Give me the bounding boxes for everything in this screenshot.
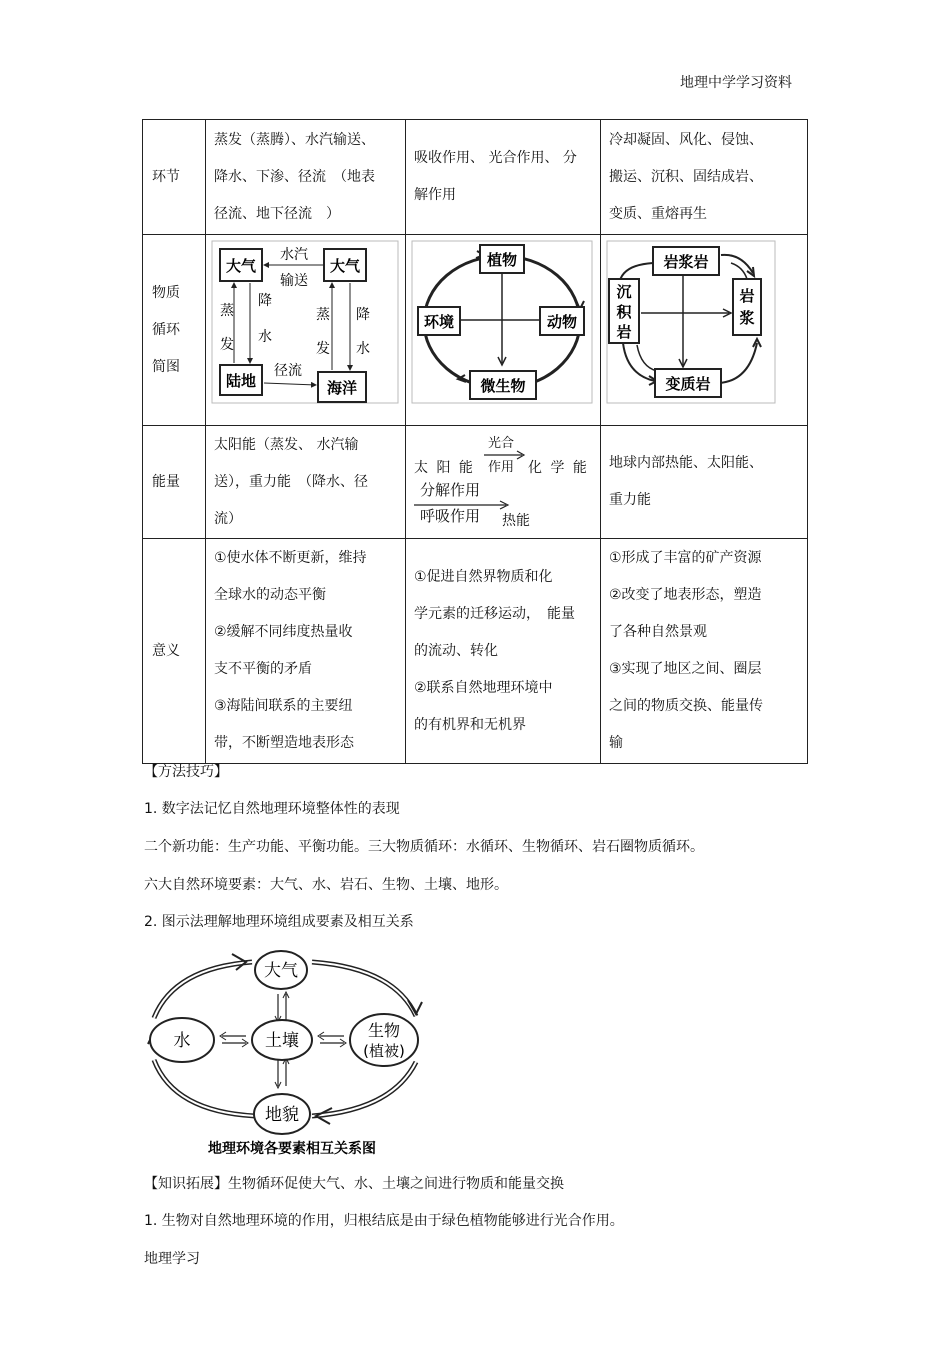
- svg-text:岩: 岩: [739, 287, 755, 305]
- animal-label: 动物: [546, 313, 578, 331]
- photosynthesis-label-top: 光合: [488, 436, 515, 451]
- water-label: 水: [173, 1031, 191, 1051]
- row-label: 能量: [143, 426, 206, 539]
- landform-label: 地貌: [265, 1105, 299, 1125]
- rock-cycle-diagram: [601, 235, 807, 410]
- knowledge-expansion: 【知识拓展】生物循环促使大气、水、土壤之间进行物质和能量交换: [144, 1176, 564, 1192]
- ocean-label: 海洋: [326, 379, 358, 397]
- metamorphic-rock-label: 变质岩: [665, 375, 711, 393]
- atmosphere-label-left: 大气: [225, 257, 257, 275]
- photosynthesis-arrow: [484, 450, 526, 460]
- body-paragraph: 二个新功能：生产功能、平衡功能。三大物质循环：水循环、生物循环、岩石圈物质循环。: [144, 839, 704, 855]
- methods-heading: 【方法技巧】: [144, 764, 228, 780]
- svg-text:积: 积: [616, 303, 632, 321]
- rock-process-cell: 冷却凝固、风化、侵蚀、 搬运、沉积、固结成岩、 变质、重熔再生: [601, 120, 808, 235]
- atmosphere-label-right: 大气: [329, 257, 361, 275]
- heat-energy-label: 热能: [502, 513, 530, 529]
- bio-significance-cell: ①促进自然界物质和化 学元素的迁移运动， 能量 的流动、转化 ②联系自然地理环境中 的有机界和无机界: [406, 539, 601, 764]
- knowledge-item-1: 1. 生物对自然地理环境的作用，归根结底是由于绿色植物能够进行光合作用。: [144, 1213, 624, 1229]
- svg-text:岩: 岩: [616, 323, 632, 341]
- land-label: 陆地: [225, 372, 257, 390]
- vapor-label-2: 输送: [280, 273, 308, 289]
- water-cycle-diagram: [206, 235, 405, 410]
- evaporation-left-2: 发: [220, 337, 234, 353]
- bio-cycle-diagram: [406, 235, 600, 410]
- row-label: 环节: [143, 120, 206, 235]
- page-header: 地理中学学习资料: [680, 75, 792, 91]
- precipitation-right-2: 水: [356, 341, 370, 357]
- elements-relationship-diagram: [144, 948, 434, 1160]
- body-paragraph: 六大自然环境要素：大气、水、岩石、生物、土壤、地形。: [144, 877, 508, 893]
- vapor-label-1: 水汽: [280, 247, 308, 263]
- environment-label: 环境: [423, 313, 455, 331]
- evaporation-right-1: 蒸: [316, 307, 330, 323]
- svg-text:浆: 浆: [739, 309, 755, 327]
- diagram-caption: 地理环境各要素相互关系图: [208, 1141, 376, 1157]
- solar-energy-label: 太 阳 能: [414, 460, 475, 476]
- row-label: 意义: [143, 539, 206, 764]
- method-item-2: 2. 图示法理解地理环境组成要素及相互关系: [144, 914, 414, 930]
- precipitation-left-2: 水: [258, 329, 272, 345]
- vegetation-label: (植被): [363, 1042, 405, 1060]
- soil-label: 土壤: [265, 1031, 299, 1051]
- runoff-label: 径流: [274, 363, 302, 379]
- respiration-label: 呼吸作用: [420, 507, 481, 525]
- table-row: [143, 120, 808, 235]
- bio-energy-cell: [406, 426, 601, 539]
- rock-cycle-diagram-cell: [601, 235, 808, 426]
- photosynthesis-label-bottom: 作用: [488, 460, 515, 475]
- method-item-1: 1. 数字法记忆自然地理环境整体性的表现: [144, 801, 400, 817]
- svg-text:沉: 沉: [616, 283, 632, 301]
- rock-significance-cell: ①形成了丰富的矿产资源 ②改变了地表形态，塑造 了各种自然景观 ③实现了地区之间、圈层 之间的物质交换、能量传 输: [601, 539, 808, 764]
- bio-process-cell: 吸收作用、 光合作用、 分 解作用: [406, 120, 601, 235]
- precipitation-left-1: 降: [258, 293, 272, 309]
- water-energy-cell: 太阳能（蒸发、 水汽输 送），重力能 （降水、径 流）: [206, 426, 406, 539]
- biology-label: 生物: [367, 1021, 401, 1040]
- rock-energy-cell: 地球内部热能、太阳能、 重力能: [601, 426, 808, 539]
- evaporation-left-1: 蒸: [220, 303, 234, 319]
- bio-cycle-diagram-cell: [406, 235, 601, 426]
- table-row: [143, 235, 808, 426]
- table-row: [143, 426, 808, 539]
- chemical-energy-label: 化 学 能: [528, 460, 589, 476]
- water-process-cell: 蒸发（蒸腾）、水汽输送、 降水、下渗、径流 （地表 径流、地下径流 ）: [206, 120, 406, 235]
- atmosphere-label: 大气: [264, 961, 298, 981]
- row-label: 物质 循环 简图: [143, 235, 206, 426]
- water-cycle-diagram-cell: [206, 235, 406, 426]
- evaporation-right-2: 发: [316, 341, 330, 357]
- decomposition-label: 分解作用: [420, 481, 481, 499]
- cycle-comparison-table: [142, 119, 808, 764]
- igneous-rock-label: 岩浆岩: [663, 253, 709, 271]
- table-row: [143, 539, 808, 764]
- precipitation-right-1: 降: [356, 307, 370, 323]
- page-footer: 地理学习: [144, 1251, 200, 1267]
- microbe-label: 微生物: [480, 377, 526, 395]
- runoff-arrow: [264, 383, 316, 385]
- water-significance-cell: ①使水体不断更新，维持 全球水的动态平衡 ②缓解不同纬度热量收 支不平衡的矛盾 ③海陆间联系的主要纽 带，不断塑造地表形态: [206, 539, 406, 764]
- plant-label: 植物: [486, 251, 518, 269]
